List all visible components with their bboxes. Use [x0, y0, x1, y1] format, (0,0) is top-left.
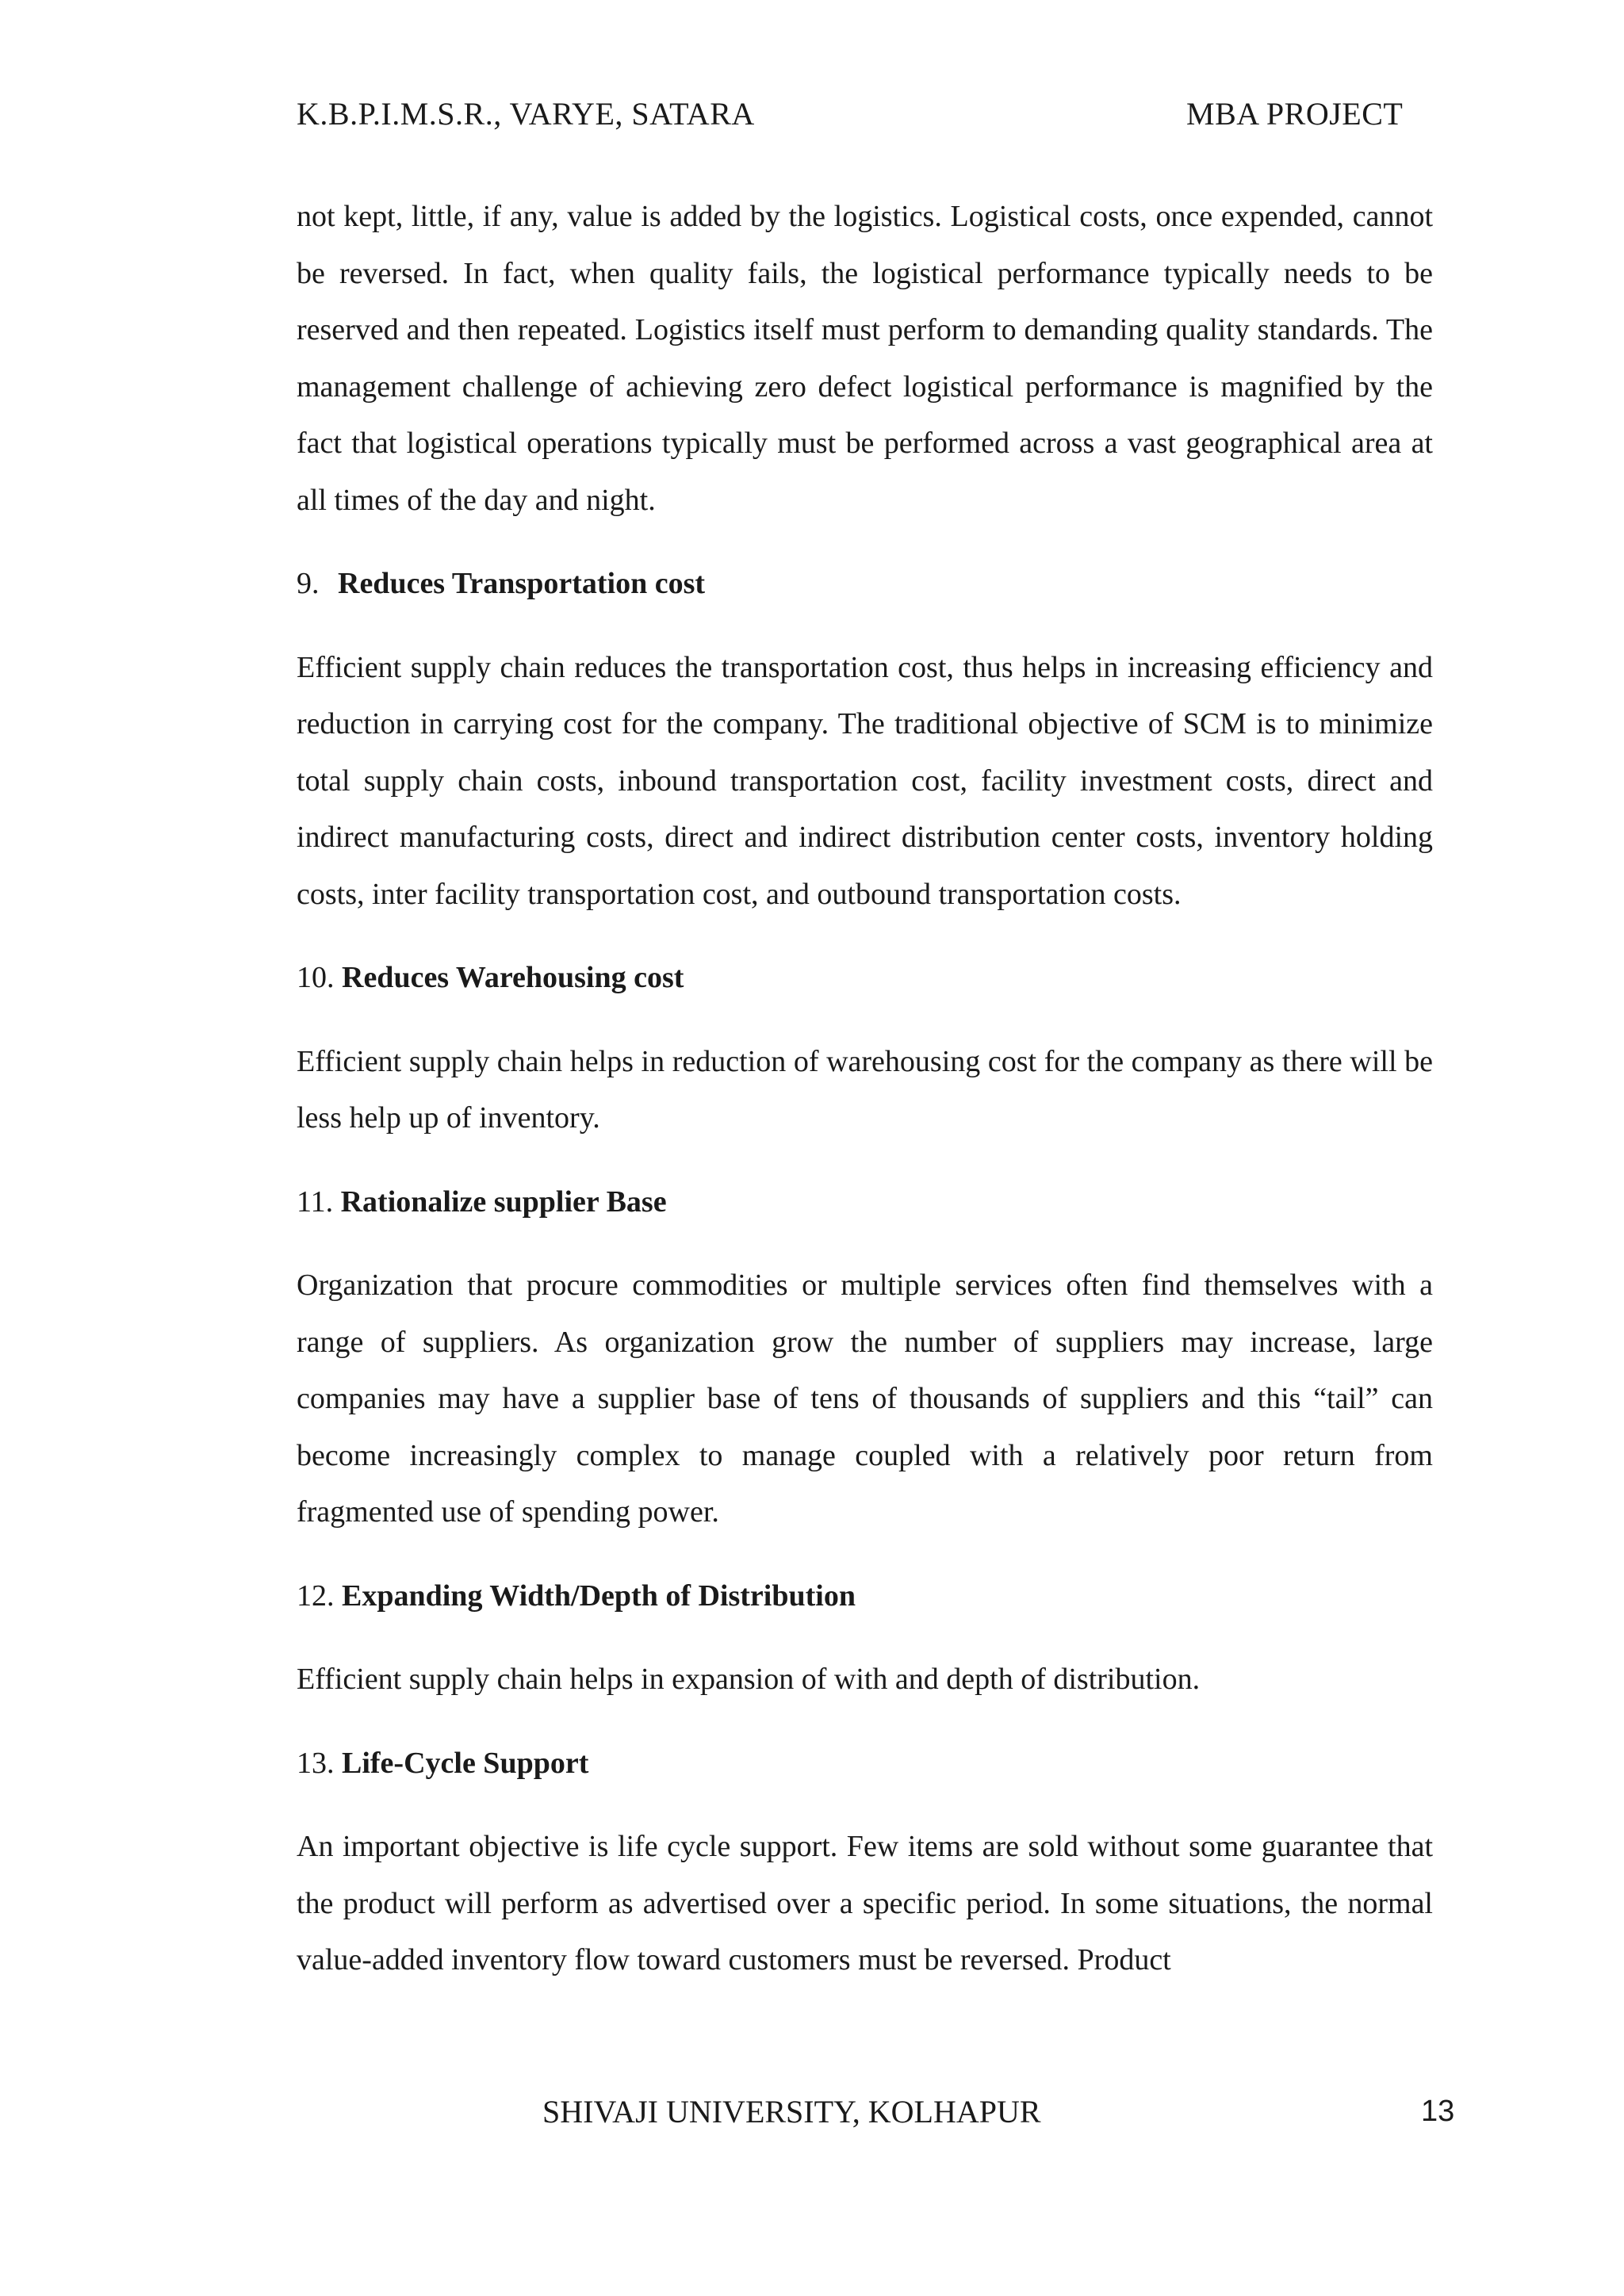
intro-paragraph: not kept, little, if any, value is added by the logistics. Logistical costs, once expended, cannot be reversed. In fact, when quality fails, the logistical performance typically needs to be reserved and then repeated. Logistics itself must perform to demanding quality standards. The management challenge of achieving zero defect logistical performance is magnified by the fact that logistical operations typically must be performed across a vast geographical area at all times of the day and night. [297, 200, 1433, 517]
section-heading-9 [297, 556, 1433, 613]
section-body-11: Organization that procure commodities or multiple services often find themselves with a range of suppliers. As organization grow the number of suppliers may increase, large companies may have a supplier base of tens of thousands of suppliers and this “tail” can become increasingly complex to manage coupled with a relatively poor return from fragmented use of spending power. [297, 1269, 1433, 1529]
page-footer [0, 2093, 1624, 2141]
page-header [297, 95, 1407, 143]
header-project-label: MBA PROJECT [1186, 96, 1404, 132]
page-number: 13 [1421, 2095, 1455, 2128]
section-heading-13 [297, 1735, 1433, 1793]
section-number: 9. [297, 567, 320, 600]
section-title: Expanding Width/Depth of Distribution [342, 1578, 856, 1613]
section-number: 13. [297, 1746, 335, 1780]
footer-university: SHIVAJI UNIVERSITY, KOLHAPUR [542, 2094, 1041, 2130]
section-body-13: An important objective is life cycle support. Few items are sold without some guarantee that the product will perform as advertised over a specific period. In some situations, the normal value-added inventory flow toward customers must be reversed. Product [297, 1830, 1433, 1976]
page-content [297, 189, 1433, 2016]
section-heading-11 [297, 1174, 1433, 1231]
section-body-10: Efficient supply chain helps in reduction of warehousing cost for the company as there will be less help up of inventory. [297, 1044, 1433, 1135]
section-title: Reduces Transportation cost [338, 567, 706, 600]
section-title: Reduces Warehousing cost [342, 961, 684, 994]
section-body-9: Efficient supply chain reduces the transportation cost, thus helps in increasing efficiency and reduction in carrying cost for the company. The traditional objective of SCM is to minimize total supply chain costs, inbound transportation cost, facility investment costs, direct and indirect manufacturing costs, direct and indirect distribution center costs, inventory holding costs, inter facility transportation cost, and outbound transportation costs. [297, 650, 1433, 911]
section-body-12: Efficient supply chain helps in expansion of with and depth of distribution. [297, 1663, 1201, 1696]
section-title: Life-Cycle Support [342, 1746, 589, 1780]
section-title: Rationalize supplier Base [340, 1184, 667, 1219]
section-number: 10. [297, 961, 335, 994]
section-heading-12 [297, 1568, 1433, 1625]
section-heading-10 [297, 950, 1433, 1007]
section-number: 11. [297, 1184, 334, 1219]
header-institute: K.B.P.I.M.S.R., VARYE, SATARA [297, 96, 755, 132]
section-number: 12. [297, 1578, 335, 1613]
